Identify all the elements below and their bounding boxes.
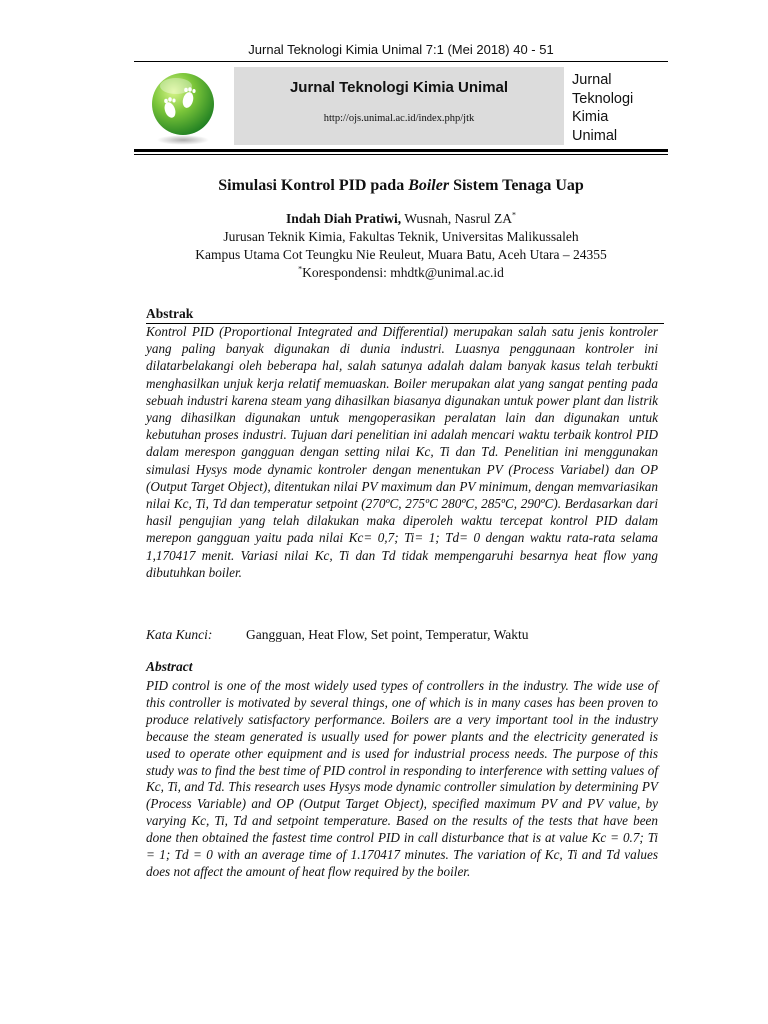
journal-banner [234, 67, 564, 145]
journal-logo-icon [148, 70, 218, 146]
author-line [134, 210, 668, 228]
keywords-value: Gangguan, Heat Flow, Set point, Temperatur, Waktu [246, 627, 529, 642]
journal-side-title [572, 71, 668, 145]
side-title-line: Unimal [572, 127, 618, 144]
masthead-rule-thick [134, 149, 668, 152]
author-mark: * [512, 210, 517, 220]
title-text: Simulasi Kontrol PID pada [218, 177, 409, 194]
keywords [146, 627, 664, 643]
running-header: Jurnal Teknologi Kimia Unimal 7:1 (Mei 2018) 40 - 51 [248, 42, 554, 57]
author-block [134, 210, 668, 282]
side-title-line: Jurnal [572, 72, 612, 88]
lead-author: Indah Diah Pratiwi, [285, 211, 402, 226]
side-title-line: Kimia [572, 109, 609, 125]
keywords-label: Kata Kunci: [146, 627, 213, 642]
title-italic-word: Boiler [408, 177, 450, 194]
affiliation: Jurusan Teknik Kimia, Fakultas Teknik, Universitas Malikussaleh [223, 229, 579, 244]
banner-title: Jurnal Teknologi Kimia Unimal [289, 79, 509, 96]
paper-title [134, 177, 668, 195]
side-title-line: Teknologi [572, 90, 634, 107]
co-authors: Wusnah, Nasrul ZA [401, 211, 513, 226]
header-rule [134, 61, 668, 62]
address: Kampus Utama Cot Teungku Nie Reuleut, Muara Batu, Aceh Utara – 24355 [195, 247, 607, 262]
abstract-heading: Abstract [146, 659, 193, 674]
abstract-body: PID control is one of the most widely used types of controllers in the industry. The wide use of this controller is motivated by several things, one of which is in many cases has been proven to produce relatively satisfactory performance. Boilers are a very important tool in the industry because the steam generated is usually used for power plants and the electricity generated is used to operate other equipment and is used for industrial process needs. The purpose of this study was to find the best time of PID control in responding to interference with setting values of Kc, Ti, and Td. This research uses Hysys mode dynamic controller simulation by determining PV (Process Variable) and OP (Output Target Object), specified maximum PV and PV value, by varying Kc, Ti, Td and setpoint temperature. Based on the results of the tests that have been done then obtained the fastest time control PID in call disturbance that is at value Kc = 0.7; Ti = 1; Td = 0 with an average time of 1.170417 minutes. The variation of Kc, Ti and Td values does not affect the amount of heat flow required by the boiler. [146, 678, 658, 879]
correspondence-email[interactable]: Korespondensi: mhdtk@unimal.ac.id [302, 265, 504, 280]
title-text-end: Sistem Tenaga Uap [449, 177, 584, 194]
masthead-rule-thin [134, 154, 668, 155]
correspondence-mark: * [298, 264, 303, 274]
abstrak-body: Kontrol PID (Proportional Integrated and Differential) merupakan salah satu jenis kontroler yang paling banyak digunakan di dunia industri. Luasnya penggunaan kontroler ini dilatarbelakangi oleh beberapa hal, salah satunya adalah dalam banyak kasus telah terbukti menghasilkan unjuk kerja relatif memuaskan. Boiler merupakan alat yang sangat penting pada sebuah industri karena steam yang dihasilkan biasanya digunakan untuk power plant dan listrik yang dihasilkan digunakan untuk mengoperasikan peralatan lain dan digunakan untuk kebutuhan proses industri. Tujuan dari penelitian ini adalah mencari waktu terbaik kontrol PID dalam merespon gangguan dengan setting nilai Kc, Ti dan Td. Penelitian ini menggunakan simulasi Hysys mode dynamic kontroler dengan menentukan PV (Process Variabel) dan OP (Output Target Object), ditentukan nilai PV maximum dan PV minimum, dengan memvariasikan nilai Kc, Ti, Td dan temperatur setpoint (270ºC, 275ºC 280ºC, 285ºC, 290ºC). Berdasarkan dari hasil pengujian yang telah dilakukan maka diperoleh waktu tercepat kontrol PID dalam merepon gangguan yaitu pada nilai Kc= 0,7; Ti= 1; Td= 0 dengan waktu rata-rata selama 1,170417 menit. Variasi nilai Kc, Ti dan Td tidak mempengaruhi besarnya heat flow yang dibutuhkan boiler. [146, 324, 658, 580]
correspondence [134, 264, 668, 282]
abstrak-heading: Abstrak [146, 306, 194, 321]
journal-url-link[interactable]: http://ojs.unimal.ac.id/index.php/jtk [323, 113, 475, 124]
